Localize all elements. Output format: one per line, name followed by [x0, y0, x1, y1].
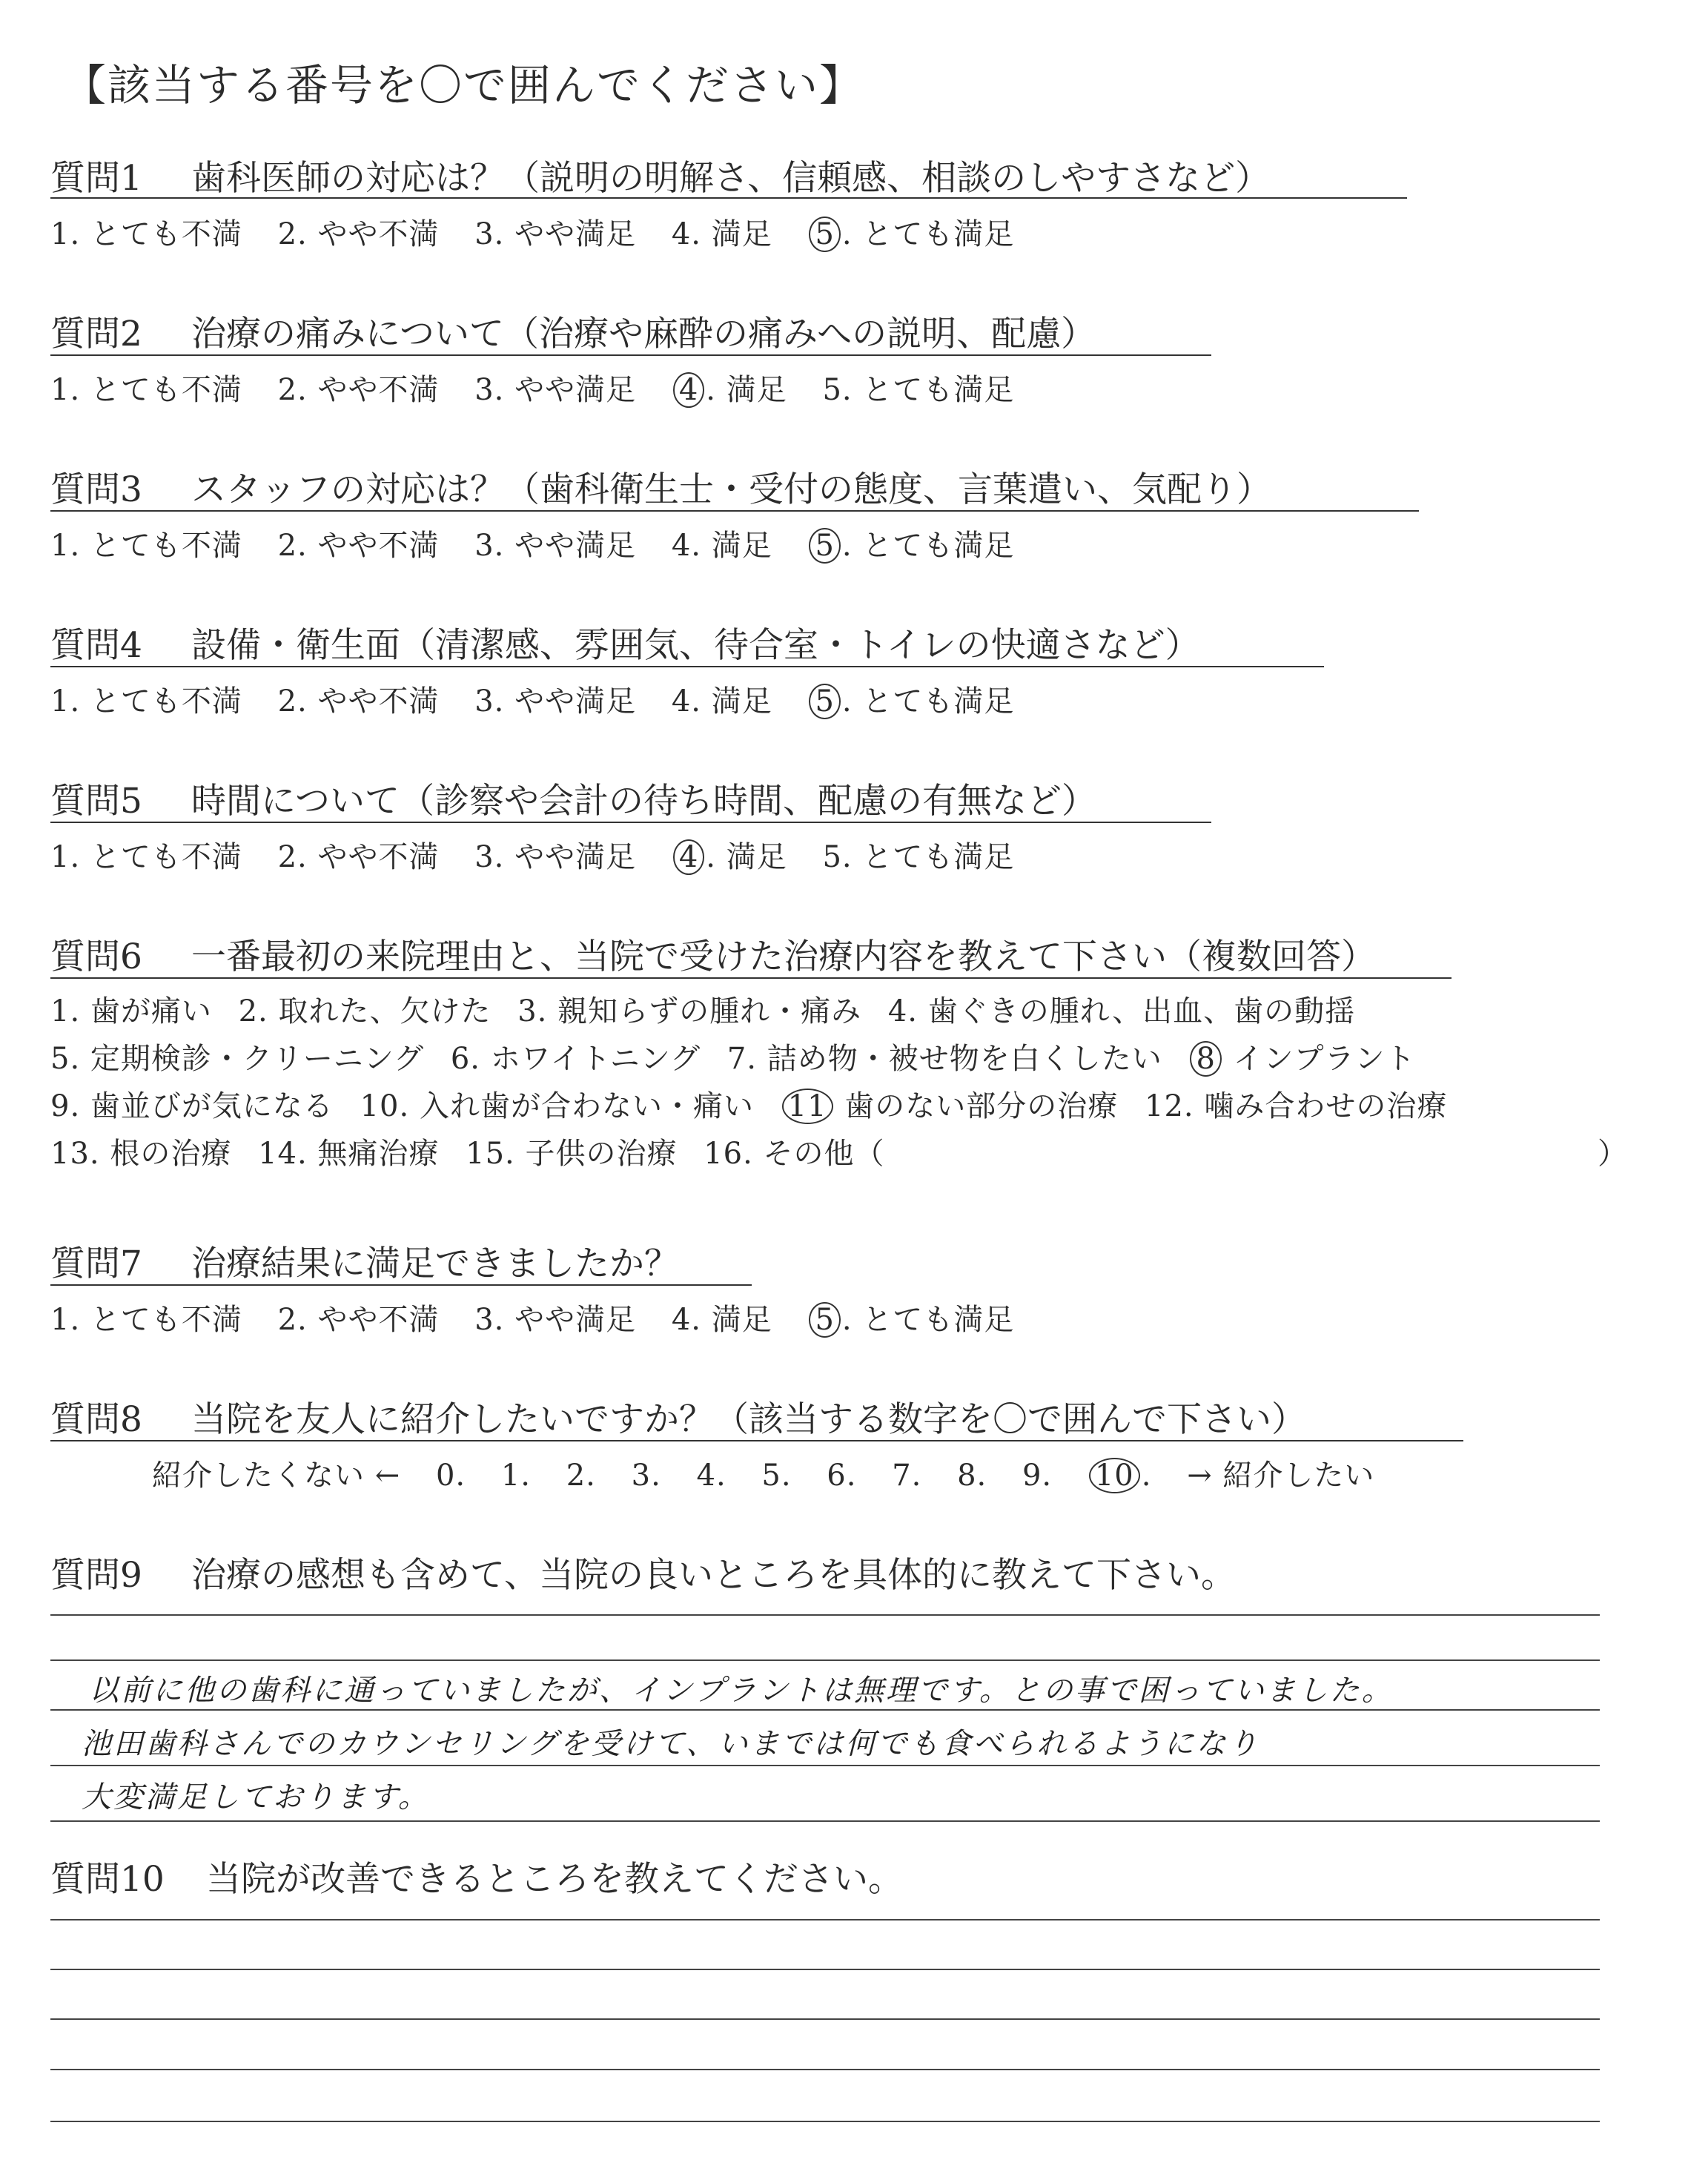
q6-option-7[interactable]: 7. 詰め物・被せ物を白くしたい	[726, 1042, 1162, 1076]
question-6-label: 質問6	[50, 937, 142, 977]
question-4-options	[50, 678, 1014, 720]
q8-scale-5[interactable]: 5.	[761, 1459, 792, 1493]
q6-option-16[interactable]: 16. その他（	[704, 1137, 885, 1171]
q1-option-2[interactable]: 2. やや不満	[277, 217, 440, 251]
q7-option-1[interactable]: 1. とても不満	[50, 1303, 242, 1337]
question-5-label: 質問5	[50, 781, 142, 822]
q10-answer-line-3[interactable]	[50, 2018, 1600, 2020]
question-1-text: 歯科医師の対応は？（説明の明解さ、信頼感、相談のしやすさなど）	[191, 158, 1271, 199]
q1-option-3[interactable]: 3. やや満足	[474, 217, 637, 251]
question-6-underline	[50, 977, 1452, 979]
q6-other-close-paren: ）	[1598, 1137, 1628, 1171]
question-4-label: 質問4	[50, 625, 142, 666]
q2-option-3[interactable]: 3. やや満足	[474, 373, 637, 407]
q6-option-5[interactable]: 5. 定期検診・クリーニング	[50, 1042, 425, 1076]
q1-option-4[interactable]: 4. 満足	[671, 217, 772, 251]
question-7-title	[50, 1236, 679, 1286]
question-5-underline	[50, 822, 1211, 823]
q6-option-2[interactable]: 2. 取れた、欠けた	[238, 994, 491, 1028]
question-8-label: 質問8	[50, 1399, 142, 1440]
q7-selected-circle[interactable]: 5	[809, 1302, 840, 1338]
q10-answer-line-5[interactable]	[50, 2121, 1600, 2122]
q9-answer-line-4	[50, 1765, 1600, 1766]
question-8-title	[50, 1392, 1306, 1441]
q5-option-2[interactable]: 2. やや不満	[277, 840, 440, 874]
q9-handwritten-line-3: 大変満足しております。	[82, 1780, 430, 1814]
q9-answer-line-5	[50, 1820, 1600, 1822]
question-5-title	[50, 773, 1096, 823]
q5-option-5[interactable]: 5. とても満足	[822, 840, 1015, 874]
question-2-text: 治療の痛みについて（治療や麻酔の痛みへの説明、配慮）	[191, 314, 1096, 354]
q4-selected-circle[interactable]: 5	[809, 684, 840, 719]
q6-option-10[interactable]: 10. 入れ歯が合わない・痛い	[360, 1089, 754, 1123]
question-6-text: 一番最初の来院理由と、当院で受けた治療内容を教えて下さい（複数回答）	[191, 937, 1376, 977]
q6-option-9[interactable]: 9. 歯並びが気になる	[50, 1089, 334, 1123]
q3-option-1[interactable]: 1. とても不満	[50, 529, 242, 563]
question-7-underline	[50, 1284, 752, 1286]
q6-option-6[interactable]: 6. ホワイトニング	[450, 1042, 701, 1076]
q4-option-2[interactable]: 2. やや不満	[277, 684, 440, 719]
q7-option-3[interactable]: 3. やや満足	[474, 1303, 637, 1337]
q6-option-12[interactable]: 12. 噛み合わせの治療	[1145, 1089, 1448, 1123]
q8-selected-circle[interactable]: 10	[1089, 1458, 1140, 1493]
question-4-underline	[50, 666, 1324, 667]
q8-scale-1[interactable]: 1.	[500, 1459, 532, 1493]
q3-selected-circle[interactable]: 5	[809, 528, 840, 564]
q2-selected-circle[interactable]: 4	[673, 372, 704, 408]
q5-option-4-label: . 満足	[706, 840, 787, 874]
q2-option-2[interactable]: 2. やや不満	[277, 373, 440, 407]
q6-option-1[interactable]: 1. 歯が痛い	[50, 994, 212, 1028]
question-3-label: 質問3	[50, 469, 142, 510]
q6-row-2	[50, 1035, 1416, 1077]
q3-option-2[interactable]: 2. やや不満	[277, 529, 440, 563]
q8-scale-4[interactable]: 4.	[696, 1459, 726, 1493]
question-4-text: 設備・衛生面（清潔感、雰囲気、待合室・トイレの快適さなど）	[191, 625, 1200, 666]
question-8-underline	[50, 1440, 1463, 1441]
instruction-heading: 【該当する番号を〇で囲んでください】	[63, 60, 864, 110]
q10-answer-line-1[interactable]	[50, 1919, 1600, 1920]
question-8-text: 当院を友人に紹介したいですか？（該当する数字を〇で囲んで下さい）	[191, 1399, 1306, 1440]
question-6-title	[50, 929, 1376, 979]
question-1-options	[50, 211, 1014, 253]
q4-option-3[interactable]: 3. やや満足	[474, 684, 637, 719]
q9-answer-line-1	[50, 1614, 1600, 1616]
q6-option-4[interactable]: 4. 歯ぐきの腫れ、出血、歯の動揺	[887, 994, 1356, 1028]
question-10-text: 当院が改善できるところを教えてください。	[206, 1859, 903, 1900]
q4-option-1[interactable]: 1. とても不満	[50, 684, 242, 719]
q5-option-3[interactable]: 3. やや満足	[474, 840, 637, 874]
q10-answer-line-4[interactable]	[50, 2069, 1600, 2070]
q7-option-2[interactable]: 2. やや不満	[277, 1303, 440, 1337]
q3-option-4[interactable]: 4. 満足	[671, 529, 772, 563]
q8-scale-6[interactable]: 6.	[827, 1459, 857, 1493]
q8-left-label: 紹介したくない ←	[152, 1459, 401, 1493]
q6-row-4	[50, 1130, 885, 1172]
q1-option-5-label: . とても満足	[841, 217, 1015, 251]
q1-selected-circle[interactable]: 5	[809, 217, 840, 252]
question-5-text: 時間について（診察や会計の待ち時間、配慮の有無など）	[191, 781, 1097, 822]
q3-option-3[interactable]: 3. やや満足	[474, 529, 637, 563]
q6-option-15[interactable]: 15. 子供の治療	[466, 1137, 678, 1171]
q5-option-1[interactable]: 1. とても不満	[50, 840, 242, 874]
q2-option-5[interactable]: 5. とても満足	[822, 373, 1015, 407]
q9-handwritten-line-1: 以前に他の歯科に通っていましたが、インプラントは無理です。との事で困っていました。	[89, 1674, 1394, 1708]
q10-answer-line-2[interactable]	[50, 1969, 1600, 1970]
q2-option-4-label: . 満足	[706, 373, 787, 407]
q7-option-5-label: . とても満足	[841, 1303, 1015, 1337]
question-10-label: 質問10	[50, 1859, 165, 1900]
q6-selected-circle-8: 8	[1190, 1041, 1221, 1077]
question-9-label: 質問9	[50, 1555, 142, 1596]
q6-selected-circle-11: 11	[782, 1089, 833, 1124]
question-10-title	[50, 1852, 903, 1901]
q1-option-1[interactable]: 1. とても不満	[50, 217, 242, 251]
q8-scale-0[interactable]: 0.	[435, 1459, 466, 1493]
q6-option-11[interactable]: 11 歯のない部分の治療	[781, 1089, 1119, 1123]
question-3-underline	[50, 510, 1419, 512]
q8-scale-3[interactable]: 3.	[631, 1459, 661, 1493]
question-7-label: 質問7	[50, 1244, 142, 1284]
question-1-underline	[50, 197, 1407, 199]
q6-row-1	[50, 988, 1355, 1030]
question-3-options	[50, 522, 1014, 564]
q6-option-3[interactable]: 3. 親知らずの腫れ・痛み	[517, 994, 862, 1028]
question-3-title	[50, 462, 1271, 512]
q6-row-3	[50, 1083, 1447, 1125]
q6-option-13[interactable]: 13. 根の治療	[50, 1137, 232, 1171]
question-2-title	[50, 306, 1096, 356]
q6-option-14[interactable]: 14. 無痛治療	[258, 1137, 440, 1171]
q8-scale-9[interactable]: 9.	[1022, 1459, 1053, 1493]
question-3-text: スタッフの対応は？（歯科衛生士・受付の態度、言葉遣い、気配り）	[191, 469, 1271, 510]
question-9-text: 治療の感想も含めて、当院の良いところを具体的に教えて下さい。	[191, 1555, 1237, 1596]
question-1-title	[50, 151, 1270, 200]
q8-scale-2[interactable]: 2.	[566, 1459, 596, 1493]
question-7-text: 治療結果に満足できましたか？	[191, 1244, 679, 1284]
q2-option-1[interactable]: 1. とても不満	[50, 373, 242, 407]
q9-answer-line-3	[50, 1709, 1600, 1711]
question-4-title	[50, 618, 1200, 667]
question-2-options	[50, 366, 1014, 409]
q9-handwritten-line-2: 池田歯科さんでのカウンセリングを受けて、いまでは何でも食べられるようになり	[82, 1727, 1260, 1761]
q8-scale-7[interactable]: 7.	[892, 1459, 922, 1493]
question-9-title	[50, 1548, 1236, 1597]
q7-option-4[interactable]: 4. 満足	[671, 1303, 772, 1337]
q4-option-4[interactable]: 4. 満足	[671, 684, 772, 719]
q4-option-5-label: . とても満足	[841, 684, 1015, 719]
question-5-options	[50, 833, 1014, 876]
q6-option-8[interactable]: 8 インプラント	[1188, 1042, 1415, 1076]
question-7-options	[50, 1296, 1014, 1338]
question-2-underline	[50, 354, 1211, 356]
q8-right-label: → 紹介したい	[1187, 1459, 1375, 1493]
question-2-label: 質問2	[50, 314, 142, 354]
q8-scale-8[interactable]: 8.	[957, 1459, 987, 1493]
question-1-label: 質問1	[50, 158, 142, 199]
q3-option-5-label: . とても満足	[841, 529, 1015, 563]
question-8-scale: 紹介したくない ← 0. 1. 2. 3. 4. 5. 6. 7. 8. 9. 10 . → 紹介したい	[152, 1459, 1375, 1493]
q5-selected-circle[interactable]: 4	[673, 839, 704, 875]
q9-answer-line-2	[50, 1659, 1600, 1661]
